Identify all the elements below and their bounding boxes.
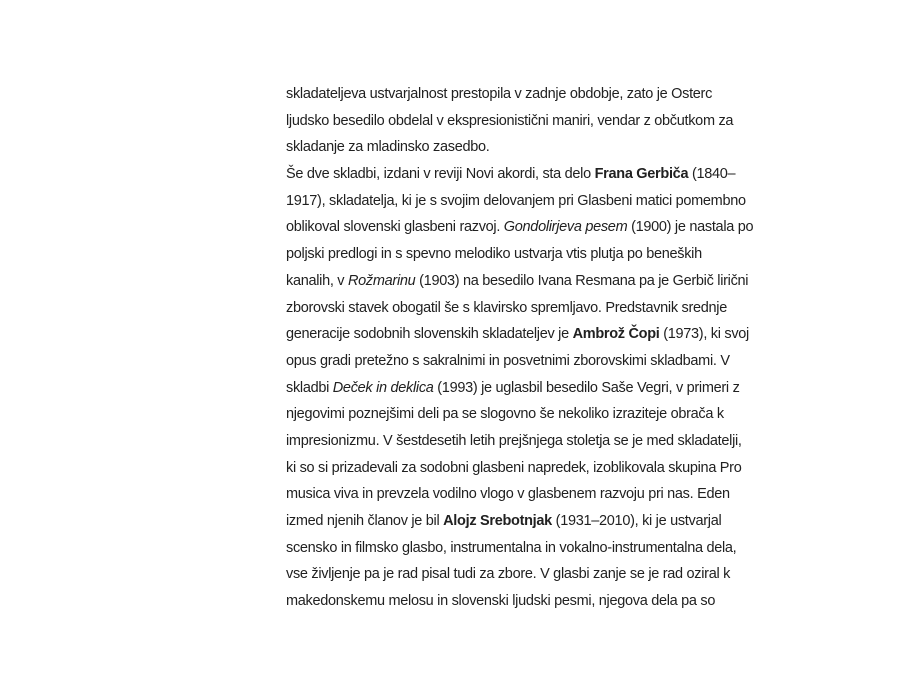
text-run: (1840– bbox=[688, 166, 736, 183]
text-run: (1903) na besedilo Ivana Resmana pa je Gerbič lirični bbox=[415, 272, 749, 289]
text-line bbox=[286, 375, 846, 402]
text-line bbox=[286, 81, 846, 108]
text-line bbox=[286, 188, 846, 215]
text-line bbox=[286, 588, 846, 615]
text-run: Deček in deklica bbox=[332, 379, 434, 396]
text-run: kanalih, v bbox=[286, 272, 348, 289]
text-run: (1900) je nastala po bbox=[627, 219, 754, 236]
text-run: ljudsko besedilo obdelal v ekspresionistični maniri, vendar z občutkom za bbox=[286, 112, 734, 129]
text-line bbox=[286, 268, 846, 295]
text-run: Frana Gerbiča bbox=[594, 166, 689, 183]
text-line bbox=[286, 561, 846, 588]
text-run: skladanje za mladinsko zasedbo. bbox=[286, 139, 490, 156]
text-line bbox=[286, 401, 846, 428]
text-line bbox=[286, 481, 846, 508]
text-run: njegovimi poznejšimi deli pa se slogovno še nekoliko izraziteje obrača k bbox=[286, 406, 724, 423]
text-run: generacije sodobnih slovenskih skladateljev je bbox=[286, 326, 573, 343]
text-line bbox=[286, 108, 846, 135]
text-run: Ambrož Čopi bbox=[572, 326, 660, 343]
text-line bbox=[286, 321, 846, 348]
text-run: scensko in filmsko glasbo, instrumentalna in vokalno-instrumentalna dela, bbox=[286, 539, 737, 556]
text-run: opus gradi pretežno s sakralnimi in posvetnimi zborovskimi skladbami. V bbox=[286, 352, 730, 369]
text-line bbox=[286, 161, 846, 188]
text-run: skladateljeva ustvarjalnost prestopila v zadnje obdobje, zato je Osterc bbox=[286, 86, 713, 102]
text-line bbox=[286, 535, 846, 562]
text-run: zborovski stavek obogatil še s klavirsko spremljavo. Predstavnik srednje bbox=[286, 299, 727, 316]
text-run: skladbi bbox=[286, 379, 333, 396]
text-run: Alojz Srebotnjak bbox=[443, 513, 552, 529]
text-run: Še dve skladbi, izdani v reviji Novi akordi, sta delo bbox=[286, 166, 595, 183]
text-line bbox=[286, 241, 846, 268]
text-line bbox=[286, 428, 846, 455]
text-run: poljski predlogi in s spevno melodiko ustvarja vtis plutja po beneških bbox=[286, 246, 702, 263]
text-run: 1917), skladatelja, ki je s svojim delovanjem pri Glasbeni matici pomembno bbox=[286, 192, 746, 209]
text-run: Gondolirjeva pesem bbox=[503, 219, 628, 236]
text-run: (1973), ki svoj bbox=[659, 326, 749, 343]
text-run: vse življenje pa je rad pisal tudi za zbore. V glasbi zanje se je rad oziral k bbox=[286, 566, 731, 583]
text-run: ki so si prizadevali za sodobni glasbeni napredek, izoblikovala skupina Pro bbox=[286, 459, 742, 476]
text-line bbox=[286, 134, 846, 161]
text-line bbox=[286, 508, 846, 535]
text-run: (1993) je uglasbil besedilo Saše Vegri, v primeri z bbox=[433, 379, 740, 396]
text-run: impresionizmu. V šestdesetih letih prejšnjega stoletja se je med skladatelji, bbox=[286, 432, 742, 449]
text-run: makedonskemu melosu in slovenski ljudski pesmi, njegova dela pa so bbox=[286, 593, 716, 610]
text-line bbox=[286, 455, 846, 482]
text-line bbox=[286, 214, 846, 241]
text-run: Rožmarinu bbox=[348, 272, 416, 289]
document-text-block bbox=[286, 81, 846, 615]
text-line bbox=[286, 295, 846, 322]
text-line bbox=[286, 348, 846, 375]
text-run: oblikoval slovenski glasbeni razvoj. bbox=[286, 219, 504, 236]
text-run: (1931–2010), ki je ustvarjal bbox=[551, 513, 722, 529]
text-run: musica viva in prevzela vodilno vlogo v glasbenem razvoju pri nas. Eden bbox=[286, 486, 730, 503]
text-run: izmed njenih članov je bil bbox=[286, 513, 444, 529]
